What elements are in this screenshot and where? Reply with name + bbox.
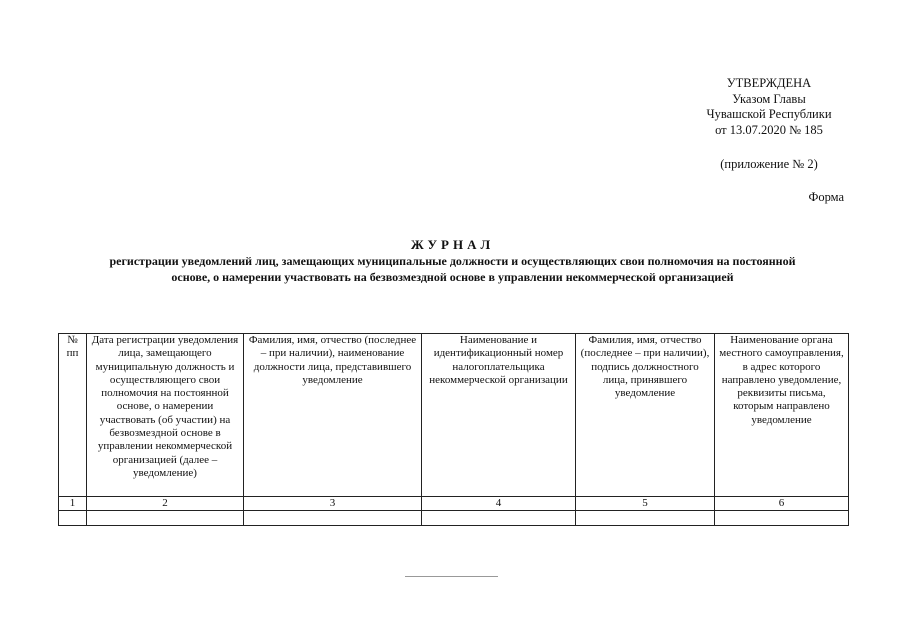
header-number: № пп — [59, 334, 87, 497]
table-cell — [422, 511, 576, 526]
journal-table — [58, 333, 849, 526]
table-cell — [715, 511, 849, 526]
header-submitter-name: Фамилия, имя, отчество (последнее – при наличии), наименование должности лица, представившего уведомление — [244, 334, 422, 497]
column-number-row — [59, 497, 849, 511]
footnote-separator — [405, 576, 498, 577]
column-number: 1 — [59, 497, 87, 511]
header-row — [59, 334, 849, 497]
table-cell — [59, 511, 87, 526]
form-label: Форма — [808, 190, 844, 204]
header-organization: Наименование и идентификационный номер налогоплательщика некоммерческой организации — [422, 334, 576, 497]
header-government-body: Наименование органа местного самоуправления, в адрес которого направлено уведомление, реквизиты письма, которым направлено уведомление — [715, 334, 849, 497]
header-registration-date: Дата регистрации уведомления лица, замещающего муниципальную должность и осуществляющего свои полномочия на постоянной основе, о намерении участвовать (об участии) на безвозмездной основе в управлении некоммерческой организацией (далее – уведомление) — [87, 334, 244, 497]
column-number: 4 — [422, 497, 576, 511]
approval-status: УТВЕРЖДЕНА — [726, 76, 812, 90]
column-number: 2 — [87, 497, 244, 511]
table-cell — [576, 511, 715, 526]
approval-decree: от 13.07.2020 № 185 — [715, 122, 823, 137]
approval-region: Чувашской Республики — [706, 107, 832, 121]
document-title: ЖУРНАЛ — [410, 237, 495, 252]
document-subtitle: регистрации уведомлений лиц, замещающих муниципальные должности и осуществляющих свои полномочия на постоянной основе, о намерении участвовать на безвозмездной основе в управлении некоммерческой организацией — [109, 254, 796, 284]
column-number: 5 — [576, 497, 715, 511]
appendix-label: (приложение № 2) — [720, 157, 818, 171]
column-number: 3 — [244, 497, 422, 511]
header-receiver-name: Фамилия, имя, отчество (последнее – при наличии), подпись должностного лица, принявшего уведомление — [576, 334, 715, 497]
table-cell — [87, 511, 244, 526]
table-cell — [244, 511, 422, 526]
column-number: 6 — [715, 497, 849, 511]
approval-block — [680, 76, 858, 138]
approval-authority: Указом Главы — [732, 91, 806, 106]
table-row — [59, 511, 849, 526]
